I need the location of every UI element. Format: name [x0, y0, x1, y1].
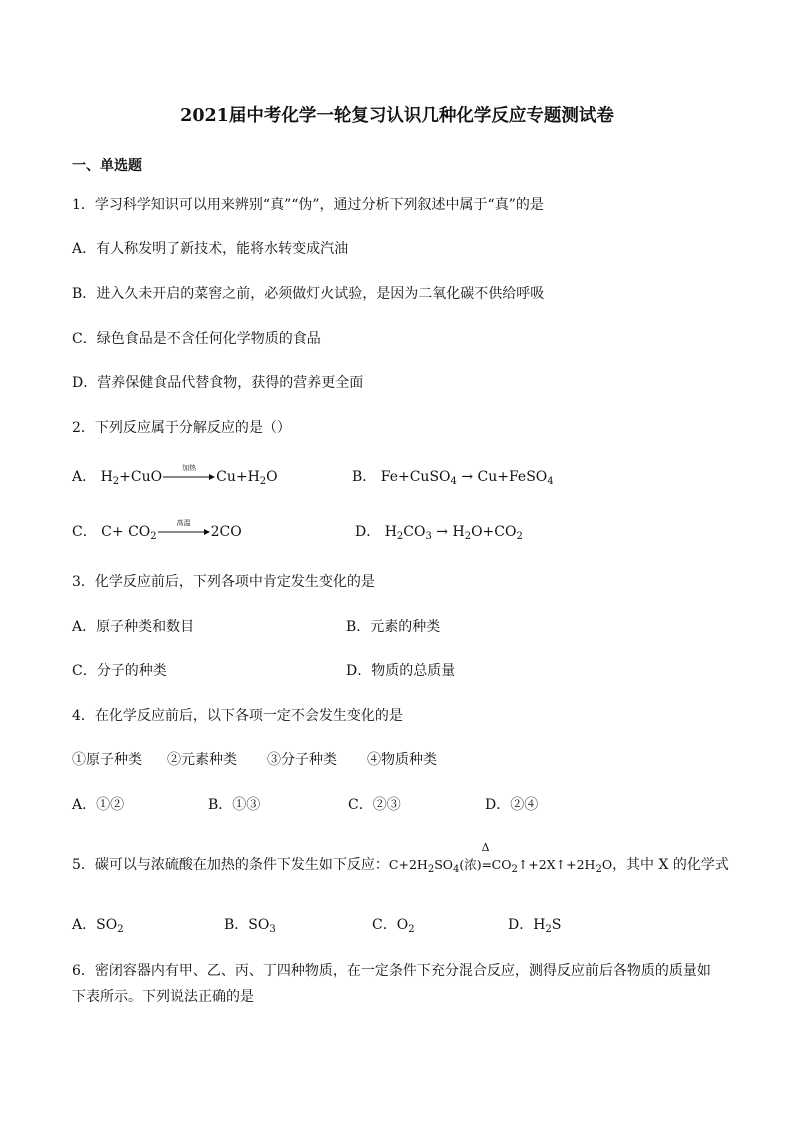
question-2-option-b [352, 468, 554, 486]
question-2-option-c [72, 519, 242, 542]
option-label: D． [508, 917, 534, 933]
question-4-option-c: C．②③ [348, 797, 401, 813]
question-1-stem: 1．学习科学知识可以用来辨别“真”“伪”，通过分析下列叙述中属于“真”的是 [72, 197, 544, 213]
high-temperature-arrow [158, 519, 210, 539]
option-label: B． [352, 469, 377, 485]
option-label: A． [72, 917, 97, 933]
question-2-option-d [355, 523, 523, 541]
question-1-option-c: C．绿色食品是不含任何化学物质的食品 [72, 331, 321, 347]
question-3-option-c: C．分子的种类 [72, 663, 167, 679]
question-4-item-3: ③分子种类 [267, 752, 337, 768]
question-4-item-2: ②元素种类 [167, 752, 237, 768]
question-4-option-a: A．①② [72, 797, 125, 813]
option-label: A． [72, 469, 97, 485]
option-label: C． [372, 917, 397, 933]
question-5-equation: $C+2H_2SO_4$(浓) Δ $=CO_2↑+2X↑+2H_2O$ [388, 841, 613, 875]
question-6-stem: 6．密闭容器内有甲、乙、丙、丁四种物质，在一定条件下充分混合反应，测得反应前后各物质的质量如下表所示。下列说法正确的是 [72, 963, 711, 1005]
option-label: C． [72, 524, 97, 540]
question-5-option-c: C．$O_2$ [372, 917, 415, 935]
question-2-option-a [72, 464, 278, 487]
question-4-stem: 4．在化学反应前后，以下各项一定不会发生变化的是 [72, 708, 403, 724]
question-3-option-a: A．原子种类和数目 [72, 619, 195, 635]
question-4-item-1: ①原子种类 [72, 752, 142, 768]
question-3-stem: 3．化学反应前后，下列各项中肯定发生变化的是 [72, 574, 375, 590]
equation-b: Fe+CuSO$_4$ → Cu+FeSO$_4$ [380, 469, 554, 487]
option-label: B． [224, 917, 249, 933]
question-5-stem [72, 841, 729, 875]
section-heading: 一、单选题 [72, 158, 142, 174]
question-4-option-d: D．②④ [485, 797, 539, 813]
page-title: 2021届中考化学一轮复习认识几种化学反应专题测试卷 [180, 106, 614, 126]
condition-label: 高温 [176, 519, 191, 527]
option-label: D． [355, 524, 381, 540]
question-1-option-a: A．有人称发明了新技术，能将水转变成汽油 [72, 241, 349, 257]
question-2-stem: 2．下列反应属于分解反应的是（） [72, 420, 291, 436]
question-4-option-b: B．①③ [208, 797, 261, 813]
condition-label: 加热 [182, 464, 197, 472]
question-3-option-b: B．元素的种类 [346, 619, 441, 635]
equation-d: $H_2CO_3 \to H_2O+CO_2$ [384, 524, 523, 542]
delta-symbol: Δ [481, 841, 490, 854]
question-1-option-d: D．营养保健食品代替食物，获得的营养更全面 [72, 375, 364, 391]
equation-c: $C+ CO_2$ 高温 2CO [101, 519, 242, 542]
question-5-stem-start: 5．碳可以与浓硫酸在加热的条件下发生如下反应： [72, 857, 389, 873]
question-5-option-b: B．$SO_3$ [224, 917, 276, 935]
question-5-option-d: D．$H_2S$ [508, 917, 562, 935]
equation-a: $H_2+CuO$ 加热 $Cu+H_2O$ [100, 464, 278, 487]
question-3-option-d: D．物质的总质量 [346, 663, 456, 679]
heating-arrow [163, 464, 215, 484]
heating-equals-sign: Δ = [481, 841, 493, 872]
question-1-option-b: B．进入久未开启的菜窖之前，必须做灯火试验，是因为二氧化碳不供给呼吸 [72, 286, 545, 302]
question-4-item-4: ④物质种类 [367, 752, 437, 768]
question-5-stem-end: ，其中 X 的化学式 [612, 857, 729, 873]
question-5-option-a: A．$SO_2$ [72, 917, 124, 935]
